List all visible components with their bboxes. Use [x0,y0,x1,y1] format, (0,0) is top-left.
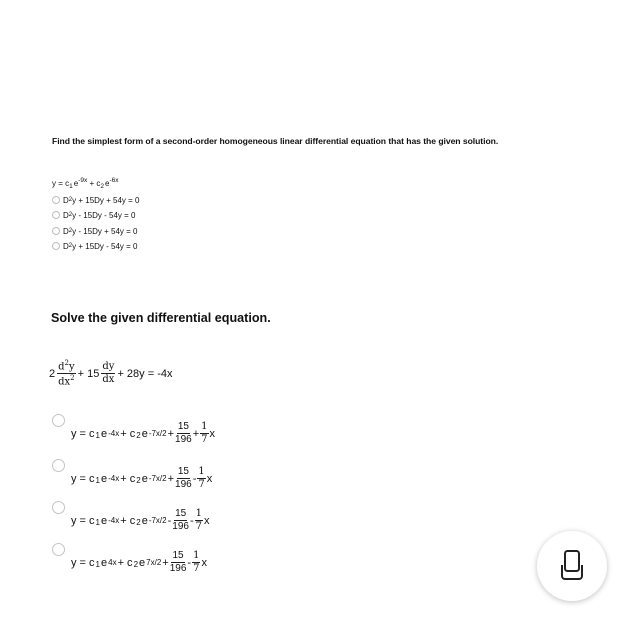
radio-button[interactable] [52,227,60,235]
radio-button[interactable] [52,196,60,204]
q1-option-3[interactable]: D 2 y - 15Dy + 54y = 0 [52,224,138,238]
second-derivative-fraction: $\frac{d^2y}{dx^2}$ [58,359,75,388]
q1-option-4[interactable]: D 2 y + 15Dy - 54y = 0 [52,239,138,253]
q1-given-solution: $y = c_1e^{-9x} + c_2e^{-6x}$ [52,177,119,190]
q2-equation: 2 $\frac{d^2y}{dx^2}$ + 15 $\frac{dy}{dx}$ + 28y = -4x [49,359,173,388]
q2-option-1[interactable]: y = c 1 e -4x + c 2 e -7x/2 + $\frac{15}{196}$ + $\frac{1}{7}$ x [52,414,215,445]
q1-prompt: Find the simplest form of a second-order homogeneous linear differential equation that has the given solution. [52,136,499,146]
copy-button[interactable] [537,531,607,601]
radio-button[interactable] [52,501,65,514]
q2-option-3[interactable]: y = c 1 e -4x + c 2 e -7x/2 - $\frac{15}{196}$ - $\frac{1}{7}$ x [52,501,210,532]
q2-option-2[interactable]: y = c 1 e -4x + c 2 e -7x/2 + $\frac{15}{196}$ - $\frac{1}{7}$ x [52,459,212,490]
radio-button[interactable] [52,242,60,250]
q1-option-1[interactable]: D 2 y + 15Dy + 54y = 0 [52,193,140,207]
radio-button[interactable] [52,211,60,219]
radio-button[interactable] [52,459,65,472]
radio-button[interactable] [52,414,65,427]
q2-prompt: Solve the given differential equation. [51,311,271,325]
radio-button[interactable] [52,543,65,556]
q2-option-4[interactable]: y = c 1 e 4x + c 2 e 7x/2 + $\frac{15}{196}$ - $\frac{1}{7}$ x [52,543,207,574]
q1-option-2[interactable]: D 2 y - 15Dy - 54y = 0 [52,208,135,222]
first-derivative-fraction: $\frac{dy}{dx}$ [102,361,115,386]
copy-icon [557,549,587,583]
